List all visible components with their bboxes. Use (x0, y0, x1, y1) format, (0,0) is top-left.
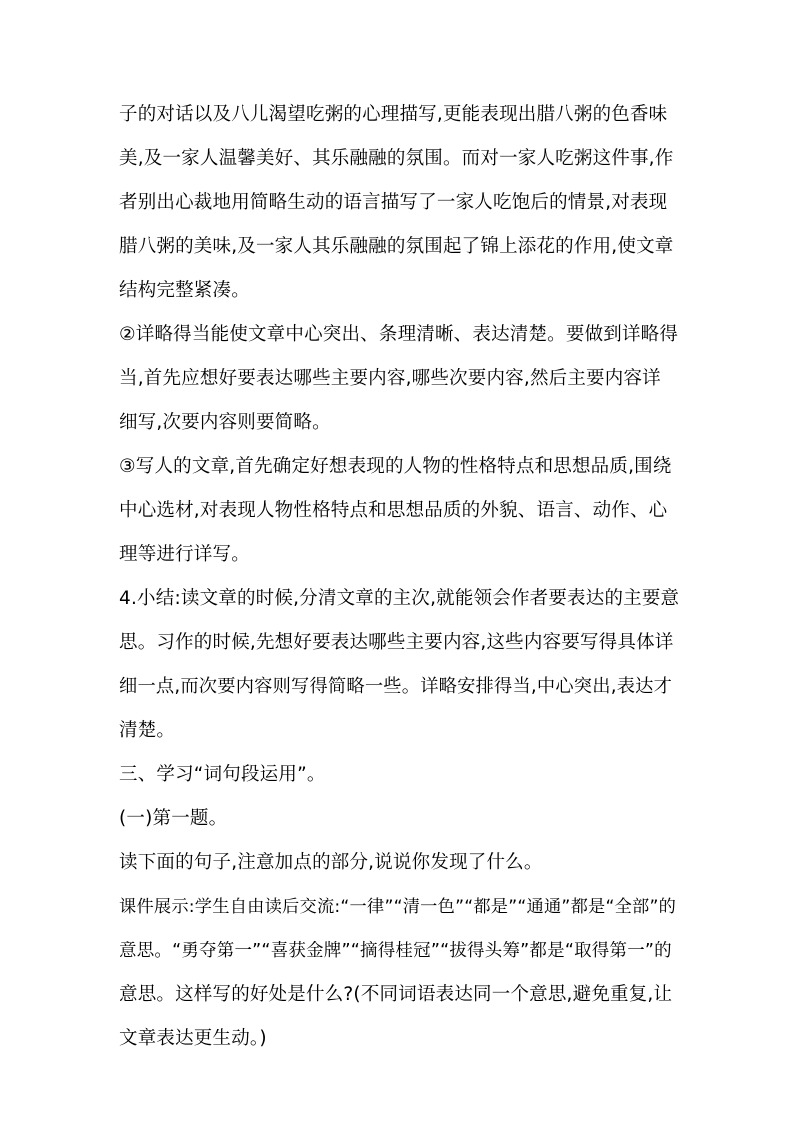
paragraph-line: 意思。这样写的好处是什么?(不同词语表达同一个意思,避免重复,让 (119, 984, 673, 1005)
paragraph-line: 意思。“勇夺第一”“喜获金牌”“摘得桂冠”“拔得头筹”都是“取得第一”的 (119, 941, 672, 961)
summary-line: 思。习作的时候,先想好要表达哪些主要内容,这些内容要写得具体详 (119, 632, 674, 653)
paragraph-line: 课件展示:学生自由读后交流:“一律”“清一色”“都是”“通通”都是“全部”的 (119, 897, 677, 917)
paragraph-line: ③写人的文章,首先确定好想表现的人物的性格特点和思想品质,围绕 (119, 456, 672, 477)
instruction-line: 读下面的句子,注意加点的部分,说说你发现了什么。 (119, 852, 543, 873)
section-heading: 三、学习“词句段运用”。 (119, 764, 326, 785)
paragraph-line: 细写,次要内容则要简略。 (119, 412, 331, 433)
paragraph-line: ②详略得当能使文章中心突出、条理清晰、表达清楚。要做到详略得 (119, 324, 679, 345)
summary-line: 细一点,而次要内容则写得简略一些。详略安排得当,中心突出,表达才 (119, 676, 673, 697)
paragraph-line: 中心选材,对表现人物性格特点和思想品质的外貌、语言、动作、心 (119, 500, 668, 521)
paragraph-line: 结构完整紧凑。 (119, 280, 250, 301)
summary-line: 4.小结:读文章的时候,分清文章的主次,就能领会作者要表达的主要意 (119, 588, 680, 609)
paragraph-line: 理等进行详写。 (119, 544, 250, 565)
subsection-heading: (一)第一题。 (119, 808, 228, 829)
paragraph-line: 者别出心裁地用简略生动的语言描写了一家人吃饱后的情景,对表现 (119, 192, 668, 213)
summary-line: 清楚。 (119, 720, 176, 741)
paragraph-line: 腊八粥的美味,及一家人其乐融融的氛围起了锦上添花的作用,使文章 (119, 236, 674, 257)
paragraph-line: 美,及一家人温馨美好、其乐融融的氛围。而对一家人吃粥这件事,作 (119, 148, 674, 169)
paragraph-line: 文章表达更生动。) (119, 1028, 267, 1049)
paragraph-line: 当,首先应想好要表达哪些主要内容,哪些次要内容,然后主要内容详 (119, 368, 661, 389)
paragraph-line: 子的对话以及八儿渴望吃粥的心理描写,更能表现出腊八粥的色香味 (119, 104, 668, 125)
